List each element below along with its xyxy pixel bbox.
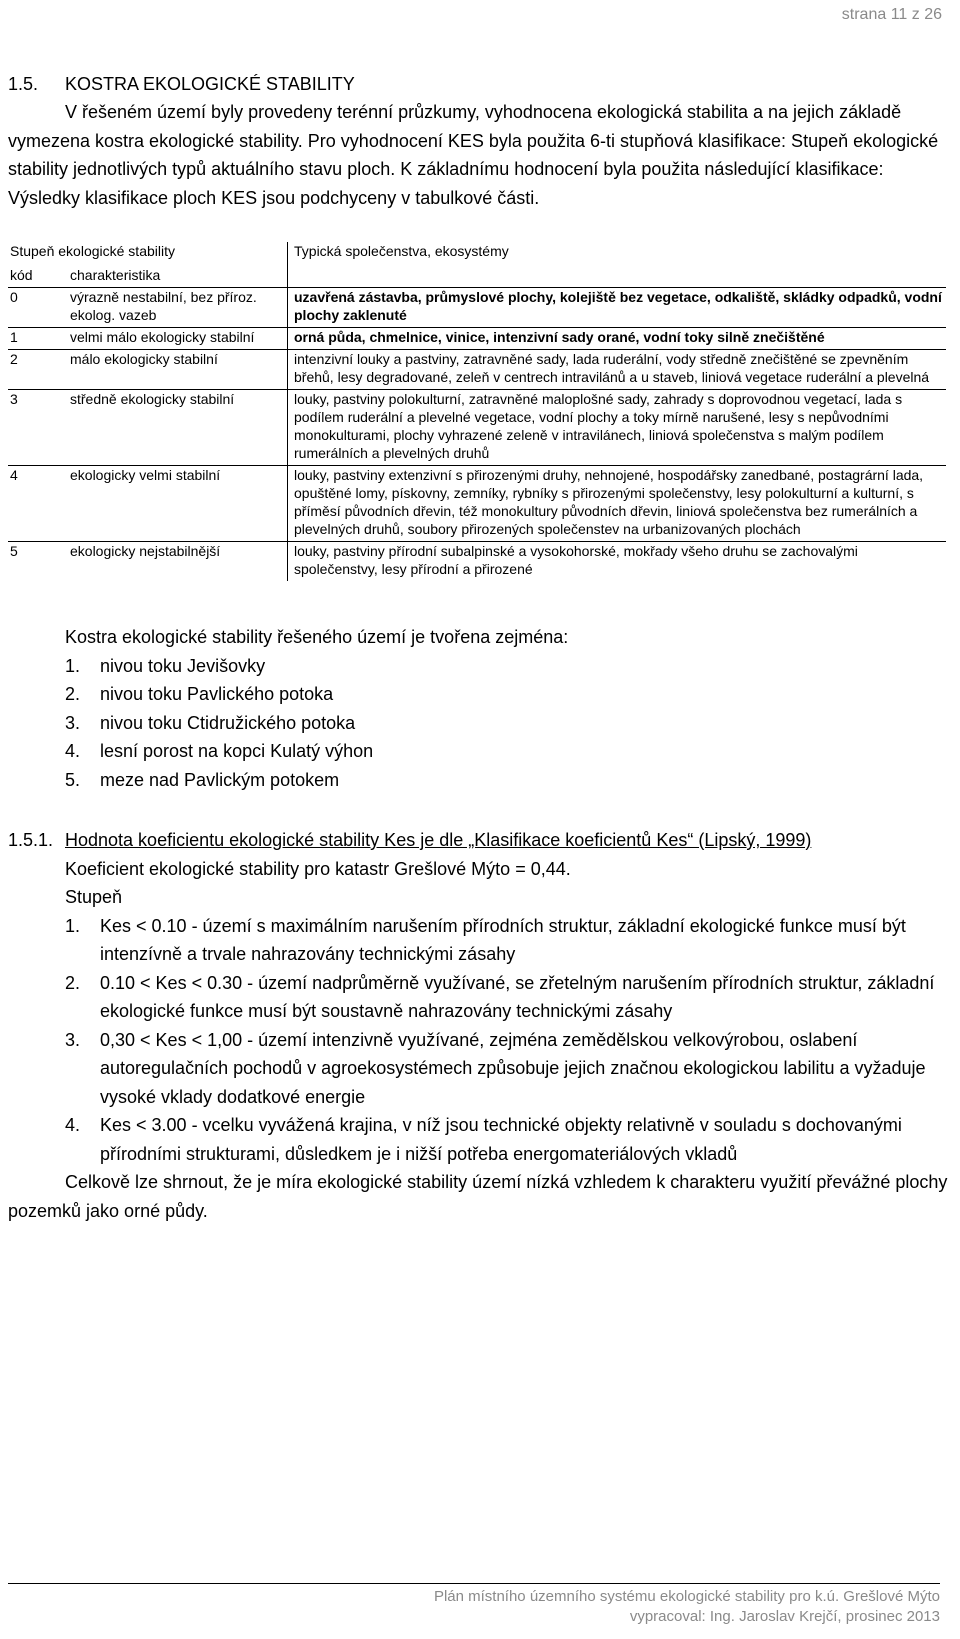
coefficient-text: Koeficient ekologické stability pro katastr Grešlové Mýto = 0,44.: [65, 858, 571, 879]
list-item: [65, 1026, 948, 1112]
item-text: 0.10 < Kes < 0.30 - území nadprůměrně využívané, se zřetelným narušením přírodních struktur, základní ekologické funkce musí být soustavně nahrazovány technickými zásahy: [100, 972, 935, 1021]
item-number: 2.: [65, 684, 81, 704]
item-text: 0,30 < Kes < 1,00 - území intenzivně využívané, zejména zemědělskou velkovýrobou, oslabení autoregulačních pochodů v agroekosystémech způsobuje jejich značnou ekologickou labilitu a vyžaduje vysoké vklady dodatkové energie: [100, 1029, 926, 1107]
row-code: 5: [8, 542, 68, 582]
section-title: KOSTRA EKOLOGICKÉ STABILITY: [65, 74, 355, 94]
item-number: 4.: [65, 741, 81, 761]
row-char: středně ekologicky stabilní: [68, 390, 288, 466]
table-header-row: [8, 242, 946, 266]
kostra-intro: Kostra ekologické stability řešeného území je tvořena zejména:: [65, 627, 569, 647]
item-number: 3.: [65, 712, 81, 733]
row-char: ekologicky velmi stabilní: [68, 466, 288, 542]
item-text: lesní porost na kopci Kulatý výhon: [100, 741, 374, 761]
table-row: [8, 542, 946, 582]
row-code: 1: [8, 328, 68, 350]
row-eco: louky, pastviny extenzivní s přirozenými druhy, nehnojené, hospodářsky zanedbané, postagrární lada, opuštěné lomy, pískovny, zemníky, rybníky s přirozenými společenstvy, lesy polokulturní a kulturní, s příměsí původních dřevin, též monokultury původních dřevin, liniová společenstva bez rumerálních a plevelných druhů, soubory přirozených společenstev na urbanizovaných plochách: [288, 466, 947, 542]
row-eco: orná půda, chmelnice, vinice, intenzivní sady orané, vodní toky silně znečištěné: [288, 328, 947, 350]
list-item: [65, 969, 948, 1026]
item-number: 3.: [65, 1029, 81, 1050]
section-heading: [8, 70, 948, 98]
item-text: Kes < 3.00 - vcelku vyvážená krajina, v níž jsou technické objekty relativně v souladu s dochovanými přírodními strukturami, důsledkem je i nižší potřeba energomateriálových vkladů: [100, 1115, 902, 1164]
table-row: [8, 466, 946, 542]
row-eco: intenzivní louky a pastviny, zatravněné sady, lada ruderální, vody středně znečištěné se zpevněním břehů, lesy degradované, zeleň v centrech intravilánů a u staveb, liniová vegetace ruderální a plevelná: [288, 350, 947, 390]
table-row: [8, 328, 946, 350]
list-item: [65, 680, 948, 709]
section-number: 1.5.: [8, 74, 39, 94]
stupen-label: Stupeň: [65, 887, 123, 907]
row-char: výrazně nestabilní, bez příroz. ekolog. vazeb: [68, 288, 288, 328]
row-char: velmi málo ekologicky stabilní: [68, 328, 288, 350]
item-number: 1.: [65, 655, 81, 676]
item-text: nivou toku Ctidružického potoka: [100, 712, 356, 733]
item-text: Kes < 0.10 - území s maximálním narušením přírodních struktur, základní ekologické funkce musí být intenzívně a trvale nahrazovány technickými zásahy: [100, 915, 906, 964]
row-code: 0: [8, 288, 68, 328]
item-number: 5.: [65, 769, 81, 790]
list-item: [65, 737, 948, 766]
page-number: strana 11 z 26: [841, 6, 942, 23]
item-text: meze nad Pavlickým potokem: [100, 769, 340, 790]
row-char: málo ekologicky stabilní: [68, 350, 288, 390]
footer-line-2: vypracoval: Ing. Jaroslav Krejčí, prosinec 2013: [629, 1608, 940, 1625]
subsection-number: 1.5.1.: [8, 830, 54, 850]
row-code: 3: [8, 390, 68, 466]
table-row: [8, 350, 946, 390]
row-char: ekologicky nejstabilnější: [68, 542, 288, 582]
list-item: [65, 1111, 948, 1168]
list-item: [65, 709, 948, 738]
table-row: [8, 390, 946, 466]
stability-table: [8, 242, 946, 581]
footer: [434, 1587, 940, 1627]
subsection-title: Hodnota koeficientu ekologické stability Kes je dle „Klasifikace koeficientů Kes“ (Lipský, 1999): [65, 830, 812, 850]
item-number: 4.: [65, 1115, 81, 1135]
levels-list: [8, 912, 948, 1169]
item-number: 2.: [65, 972, 81, 993]
row-code: 4: [8, 466, 68, 542]
footer-line-1: Plán místního územního systému ekologické stability pro k.ú. Grešlové Mýto: [433, 1588, 940, 1605]
row-eco: louky, pastviny přírodní subalpinské a vysokohorské, mokřady všeho druhu se zachovalými společenstvy, lesy přírodní a přirozené: [288, 542, 947, 582]
table-subheader-row: [8, 266, 946, 288]
header-char: charakteristika: [68, 266, 288, 288]
row-code: 2: [8, 350, 68, 390]
header-eco: Typická společenstva, ekosystémy: [294, 243, 509, 259]
list-item: [65, 912, 948, 969]
kostra-list: [8, 652, 948, 795]
footer-divider: [8, 1583, 940, 1584]
row-eco: uzavřená zástavba, průmyslové plochy, kolejiště bez vegetace, odkaliště, skládky odpadků, vodní plochy zaklenuté: [288, 288, 947, 328]
item-number: 1.: [65, 915, 81, 936]
section-intro: V řešeném území byly provedeny terénní průzkumy, vyhodnocena ekologická stabilita a na jejich základě vymezena kostra ekologické stability. Pro vyhodnocení KES byla použita 6-ti stupňová klasifikace: Stupeň ekologické stability jednotlivých typů aktuálního stavu ploch. K základnímu hodnocení byla použita následující klasifikace: Výsledky klasifikace ploch KES jsou podchyceny v tabulkové části.: [8, 102, 939, 208]
header-empty: [288, 266, 947, 288]
row-eco: louky, pastviny polokulturní, zatravněné maloplošné sady, zahrady s doprovodnou vegetací, lada s podílem ruderální a plevelné vegetace, vodní plochy a toky mírně narušené, lesy s nepůvodními monokulturami, plochy vyhrazené zeleně v intravilánech, liniová společenstva s malým podílem rumerálních a plevelných druhů: [288, 390, 947, 466]
document-body: [8, 70, 948, 1225]
table-row: [8, 288, 946, 328]
item-text: nivou toku Jevišovky: [100, 655, 266, 676]
subsection-heading: [8, 826, 948, 855]
item-text: nivou toku Pavlického potoka: [100, 684, 334, 704]
list-item: [65, 766, 948, 795]
header-code: kód: [10, 267, 33, 283]
conclusion: Celkově lze shrnout, že je míra ekologické stability území nízká vzhledem k charakteru využití převážné plochy pozemků jako orné půdy.: [8, 1172, 948, 1221]
header-group: Stupeň ekologické stability: [8, 242, 288, 266]
list-item: [65, 652, 948, 681]
